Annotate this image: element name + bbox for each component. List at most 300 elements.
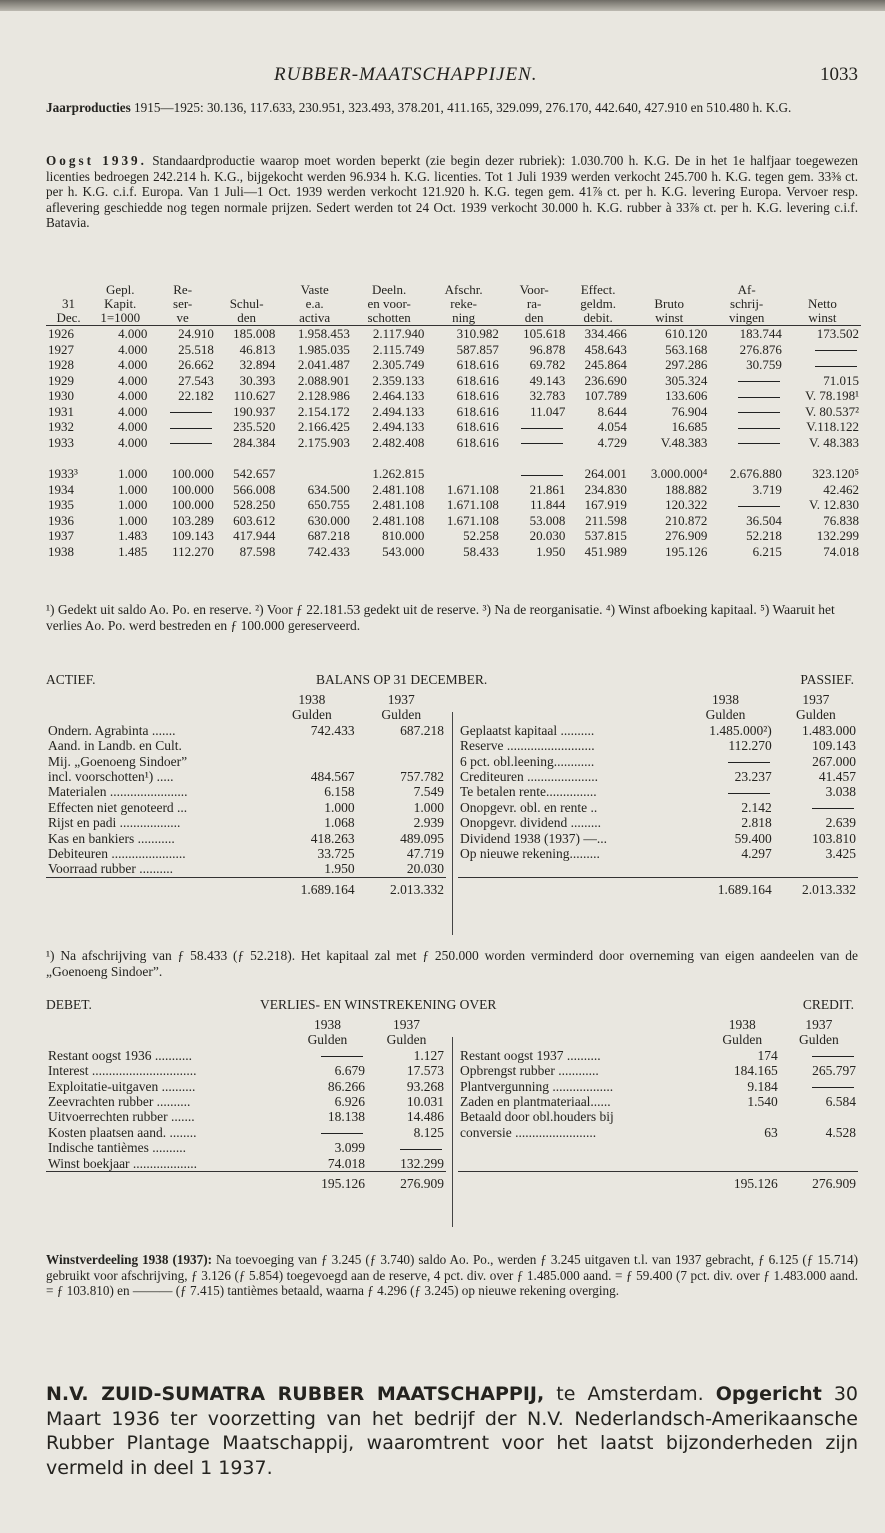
item-value: 1.000 [413,799,444,815]
item-value: 63 [764,1124,778,1140]
item-label: conversie ........................ [460,1124,597,1140]
credit-row [458,1109,858,1124]
item-value: 132.299 [400,1155,444,1171]
table-cell: 11.844 [530,497,566,512]
table-cell: 21.861 [529,481,566,497]
table-cell: 235.520 [233,419,276,434]
table-cell: 42.462 [823,481,859,497]
asset-row [46,738,446,753]
item-value: 4.528 [825,1124,856,1140]
spacer-cell [458,707,677,722]
document-page [46,0,866,1533]
table-cell: 2.481.108 [372,512,425,528]
item-value: 418.263 [310,830,355,846]
table-cell: 2.464.133 [372,388,425,403]
filler-row [458,861,858,877]
item-label: Effecten niet genoteerd ... [48,799,188,815]
liability-row [458,769,858,784]
item-label: Opbrengst rubber ............ [460,1063,599,1079]
filler-cell [458,1156,705,1172]
header-cell [46,283,91,297]
header-cell: Vaste [300,282,329,297]
header-cell: Af- [737,282,756,297]
total-value: 276.909 [367,1172,446,1192]
unit-cell: Gulden [386,1032,427,1048]
item-label: Restant oogst 1936 ........... [48,1047,192,1063]
header-cell: ser- [173,296,193,311]
header-cell: 31 [62,296,76,311]
table-cell: 2.676.880 [729,466,782,481]
unit-cell: Gulden [798,1032,839,1048]
credit-row [458,1048,858,1063]
item-value: 2.818 [741,815,772,831]
table-cell: 110.627 [233,388,276,403]
item-value: 6.926 [334,1094,365,1110]
table-cell: 20.030 [529,528,566,543]
spacer-cell [46,1172,288,1192]
asset-row [46,754,446,769]
item-label: Onopgevr. obl. en rente .. [460,799,598,815]
dash-mark [728,762,770,763]
balance-liabilities-table [458,692,858,897]
filler-row [458,1140,858,1155]
table-cell: 4.000 [118,388,148,403]
year-cell: 1938 [298,692,326,707]
table-cell: 1.671.108 [446,497,499,512]
header-cell [216,283,278,297]
header-cell: ning [426,311,500,326]
table-row [46,513,861,529]
item-label: Winst boekjaar ................... [48,1155,198,1171]
table-cell: 618.616 [456,403,499,419]
asset-row [46,846,446,861]
table-cell: 100.000 [171,481,214,497]
header-cell: winst [784,311,861,326]
jaarproducties-text: 1915—1925: 30.136, 117.633, 230.951, 323.493, 378.201, 411.165, 329.099, 276.170, 442.640, 427.910 en 510.480 h. K.G. [134,100,792,115]
table-row [46,388,861,404]
unit-cell: Gulden [705,707,746,723]
liability-year-row [458,692,858,707]
table-cell: 305.324 [665,372,708,388]
oogst-text: Standaardproductie waarop moet worden beperkt (zie begin dezer rubriek): 1.030.700 h. K.G. De in het 1e halfjaar toegewezen licenties bedroegen 242.214 h. K.G., bijgekocht werden 96.934 h. K.G. licenties. Tot 1 Juli 1939 werden verkocht 245.700 h. K.G. tegen gem. 33⅜ ct. per h. K.G. c.i.f. Europa. Van 1 Juli—1 Oct. 1939 werden verkocht 121.920 h. K.G. tegen gem. 41⅞ ct. per h. K.G. levering Europa. Vervoer resp. aflevering geschiedde nog tegen normale prijzen. Sedert werden tot 24 Oct. 1939 verkocht 30.000 h. K.G. rubber à 33⅞ ct. per h. K.G. levering c.i.f. Batavia. [46,153,858,231]
table-cell: 543.000 [382,543,425,559]
pl-debet-label: DEBET. [46,997,92,1012]
header-cell: Bruto [654,296,684,311]
asset-unit-row [46,707,446,722]
asset-row [46,723,446,738]
table-cell: 3.719 [752,481,782,497]
item-value: 184.165 [733,1063,778,1079]
table-row [46,544,861,560]
liability-row [458,846,858,861]
total-value: 195.126 [705,1172,780,1192]
table-cell [501,419,568,435]
total-value: 2.013.332 [774,877,858,897]
item-label: Mij. „Goenoeng Sindoer” [48,753,188,769]
debit-row [46,1156,446,1172]
table-cell [709,419,783,435]
item-value: 9.184 [747,1078,778,1094]
table-cell: 36.504 [746,512,782,528]
dash-mark [521,443,563,444]
item-value [780,1079,858,1094]
winstverdeeling-label: Winstverdeeling 1938 (1937): [46,1252,213,1267]
item-value: 3.099 [334,1140,365,1156]
table-cell: 1936 [48,512,74,528]
table-cell: 2.117.940 [372,326,425,341]
table-cell: 1.483 [118,528,148,543]
header-cell: ve [149,311,216,326]
item-label: Zeevrachten rubber .......... [48,1094,191,1110]
item-label: Interest ............................... [48,1063,197,1079]
item-value: 2.939 [413,815,444,831]
item-label: Restant oogst 1937 .......... [460,1047,601,1063]
table-cell: 2.154.172 [297,403,350,419]
item-value: 3.425 [825,846,856,862]
total-value: 1.689.164 [267,877,356,897]
table-cell: V. 12.830 [809,497,859,512]
table-row [46,482,861,498]
table-cell: 188.882 [665,481,708,497]
page-number: 1033 [820,64,858,85]
table-cell: 3.000.000⁴ [650,466,708,481]
balance-divider [452,712,453,935]
item-value: 687.218 [400,722,444,738]
item-value [774,800,858,815]
year-cell: 1938 [711,692,739,707]
table-cell: 210.872 [665,512,708,528]
liability-row [458,784,858,799]
item-label: Onopgevr. dividend ......... [460,815,601,831]
table-cell: 100.000 [171,466,214,481]
table-cell: 630.000 [307,512,350,528]
dash-mark [812,1087,854,1088]
table-cell: 4.000 [118,403,148,419]
production-table [46,283,861,559]
gap-cell [46,450,91,466]
table-header-row [46,297,861,311]
item-label: Reserve .......................... [460,738,595,754]
header-cell: debit. [567,311,629,326]
header-cell: Dec. [46,311,91,326]
year-cell: 1938 [728,1017,756,1032]
table-row [46,419,861,435]
table-cell: 1.000 [118,481,148,497]
table-cell: 71.015 [823,372,859,388]
balance-assets-table [46,692,446,897]
table-cell: 1.000 [118,497,148,512]
table-cell: 2.481.108 [372,497,425,512]
table-cell: 1935 [48,497,74,512]
liability-total-row [458,877,858,897]
table-cell: 6.215 [752,543,782,559]
item-label: Zaden en plantmateriaal...... [460,1094,611,1110]
asset-row [46,769,446,784]
item-value [780,1048,858,1063]
table-cell: 133.606 [665,388,708,403]
header-cell: reke- [450,296,477,311]
table-cell: 195.126 [665,543,708,559]
total-value: 1.689.164 [677,877,774,897]
filler-row [458,1156,858,1172]
item-value: 3.038 [825,784,856,800]
liability-row [458,800,858,815]
spacer-cell [46,877,267,897]
item-label: Uitvoerrechten rubber ....... [48,1109,195,1125]
table-row [46,357,861,373]
item-value [288,1125,367,1140]
dash-mark [738,428,780,429]
table-cell: 4.000 [118,326,148,341]
item-label: Plantvergunning .................. [460,1078,614,1094]
table-cell: 4.729 [597,434,627,450]
item-label: Dividend 1938 (1937) —... [460,830,607,846]
header-cell: activa [277,311,351,326]
asset-row [46,815,446,830]
dash-mark [738,412,780,413]
table-cell: 1.958.453 [297,326,350,341]
table-cell: 1.985.035 [297,341,350,357]
dash-mark [170,412,212,413]
oogst-paragraph [46,153,858,231]
item-label: Kosten plaatsen aand. ........ [48,1124,197,1140]
table-cell: 1.000 [118,512,148,528]
year-cell: 1937 [805,1017,833,1032]
header-cell: Effect. [580,282,616,297]
table-cell: 69.782 [529,357,566,372]
header-cell [629,283,710,297]
table-cell [149,419,216,435]
debit-row [46,1048,446,1063]
table-cell: 1.671.108 [446,481,499,497]
table-cell: 2.359.133 [372,372,425,388]
table-cell: 310.982 [456,326,499,341]
table-cell [709,388,783,404]
header-cell: vingen [709,311,783,326]
filler-cell [458,1140,705,1155]
table-row [46,497,861,513]
table-cell: 323.120⁵ [812,466,859,481]
dash-mark [815,350,857,351]
item-value: 18.138 [327,1109,365,1125]
header-cell: en voor- [367,296,411,311]
header-cell: Kapit. [104,296,137,311]
table-cell: 52.218 [746,528,782,543]
table-cell [149,435,216,451]
dash-mark [728,793,770,794]
dash-mark [170,428,212,429]
liability-row [458,723,858,738]
asset-row [46,784,446,799]
item-label: incl. voorschotten¹) ..... [48,769,174,785]
table-cell [501,435,568,451]
table-cell: 458.643 [584,341,627,357]
table-cell: 236.690 [584,372,627,388]
company-opgericht-label: Opgericht [715,1383,822,1405]
table-cell: 2.166.425 [297,419,350,434]
table-cell: 25.518 [178,341,214,357]
oogst-label: Oogst 1939. [46,153,147,168]
header-cell: Deeln. [372,282,407,297]
table-cell: 603.612 [233,512,276,528]
credit-row [458,1063,858,1078]
table-cell: 1930 [48,388,74,403]
table-cell: 542.657 [233,466,276,481]
item-label: 6 pct. obl.leening............ [460,753,595,769]
table-cell: 742.433 [307,543,350,559]
balance-title: BALANS OP 31 DECEMBER. [316,672,488,687]
debit-year-row [46,1017,446,1032]
table-cell: 537.815 [584,528,627,543]
jaarproducties-paragraph [46,100,858,116]
table-cell: 618.616 [456,419,499,434]
table-cell: 185.008 [233,326,276,341]
item-label: Debiteuren ...................... [48,846,186,862]
item-label: Crediteuren ..................... [460,769,598,785]
item-value: 2.142 [741,799,772,815]
table-cell: 96.878 [529,341,566,357]
item-value: 93.268 [406,1078,444,1094]
debit-row [46,1063,446,1078]
table-cell: 107.789 [584,388,627,403]
table-cell: 4.000 [118,357,148,372]
unit-cell: Gulden [307,1032,348,1048]
table-cell: 76.838 [823,512,859,528]
table-cell: V.118.122 [806,419,859,434]
pl-credit-table [458,1017,858,1191]
table-cell [784,342,861,358]
table-cell: 173.502 [816,326,859,341]
item-value [288,1048,367,1063]
credit-row [458,1125,858,1140]
table-cell: 120.322 [665,497,708,512]
asset-year-row [46,692,446,707]
table-cell: 87.598 [239,543,276,559]
liability-row [458,738,858,753]
dash-mark [738,506,780,507]
table-cell: 618.616 [456,434,499,450]
asset-total-row [46,877,446,897]
table-cell: V. 48.383 [809,434,859,450]
credit-total-row [458,1172,858,1192]
table-cell: 563.168 [665,341,708,357]
item-label: Geplaatst kapitaal .......... [460,722,595,738]
item-value: 47.719 [406,846,444,862]
asset-row [46,800,446,815]
header-cell: geldm. [580,296,616,311]
debit-row [46,1109,446,1124]
table-cell: 2.115.749 [372,341,425,357]
table-row [46,435,861,451]
header-cell: e.a. [305,296,324,311]
item-value [705,1109,780,1124]
table-cell: 167.919 [584,497,627,512]
item-value: 1.000 [324,799,355,815]
item-value: 33.725 [317,846,355,862]
item-value: 7.549 [413,784,444,800]
table-cell: V.48.383 [660,434,708,450]
item-value [677,784,774,799]
credit-unit-row [458,1032,858,1047]
header-cell [784,283,861,297]
company-name: N.V. ZUID-SUMATRA RUBBER MAATSCHAPPIJ, [46,1383,545,1405]
table-cell: 1932 [48,419,74,434]
item-value: 489.095 [400,830,444,846]
table-cell: 24.910 [178,326,214,341]
balance-section [46,672,858,690]
item-value: 6.158 [324,784,355,800]
header-cell: Gepl. [105,282,135,297]
debit-row [46,1140,446,1155]
item-label: Aand. in Landb. en Cult. [48,738,182,754]
table-cell: 2.494.133 [372,419,425,434]
liability-row [458,754,858,769]
table-row [46,528,861,544]
table-cell: 610.120 [665,326,708,341]
table-cell: 30.393 [239,372,276,388]
table-cell: 1.262.815 [372,466,425,481]
item-value [677,754,774,769]
table-cell: 1.000 [118,466,148,481]
table-cell: 74.018 [823,543,859,559]
table-cell: 112.270 [172,543,214,559]
table-cell: 105.618 [523,326,566,341]
unit-cell: Gulden [292,707,332,723]
pl-heading [46,997,858,1015]
table-cell: 53.008 [529,512,566,528]
table-cell: 2.175.903 [297,434,350,450]
item-value: 2.639 [825,815,856,831]
table-cell: 4.000 [118,372,148,388]
header-cell: Re- [173,282,193,297]
item-value: 267.000 [812,753,856,769]
table-cell: 58.433 [463,543,499,559]
table-cell: 687.218 [307,528,350,543]
item-value: 23.237 [734,769,772,785]
table-cell: 30.759 [746,357,782,372]
balance-footnote: ¹) Na afschrijving van ƒ 58.433 (ƒ 52.218). Het kapitaal zal met ƒ 250.000 worden verminderd door overneming van eigen aandeelen van de „Goenoeng Sindoer”. [46,948,858,979]
table-cell: 109.143 [171,528,214,543]
debit-total-row [46,1172,446,1192]
table-cell: V. 80.537² [805,403,859,419]
item-label: Betaald door obl.houders bij [460,1109,614,1125]
item-value: 4.297 [741,846,772,862]
dash-mark [321,1133,363,1134]
table-cell: 1.671.108 [446,512,499,528]
table-cell [426,466,500,482]
dash-mark [521,428,563,429]
table-cell: 103.289 [171,512,214,528]
table-cell: 76.904 [671,403,708,419]
table-cell: 245.864 [584,357,627,372]
item-value: 86.266 [327,1078,365,1094]
item-value: 17.573 [406,1063,444,1079]
item-value [267,738,356,753]
table-cell: 46.813 [239,341,276,357]
table-cell: 2.305.749 [372,357,425,372]
table-cell: 1929 [48,372,74,388]
item-label: Indische tantièmes .......... [48,1140,186,1156]
item-value: 1.483.000 [802,722,856,738]
table-cell: 1.485 [118,543,148,559]
header-cell: schotten [352,311,426,326]
dash-mark [400,1149,442,1150]
production-footnotes: ¹) Gedekt uit saldo Ao. Po. en reserve. ²) Voor ƒ 22.181.53 gedekt uit de reserve. ³) Na de reorganisatie. ⁴) Winst afboeking kapitaal. ⁵) Waaruit het verlies Ao. Po. werd bestreden en ƒ 100.000 gereserveerd. [46,602,835,633]
item-value [367,1140,446,1155]
table-row [46,373,861,389]
table-cell: 2.041.487 [297,357,350,372]
header-cell: Voor- [519,282,549,297]
